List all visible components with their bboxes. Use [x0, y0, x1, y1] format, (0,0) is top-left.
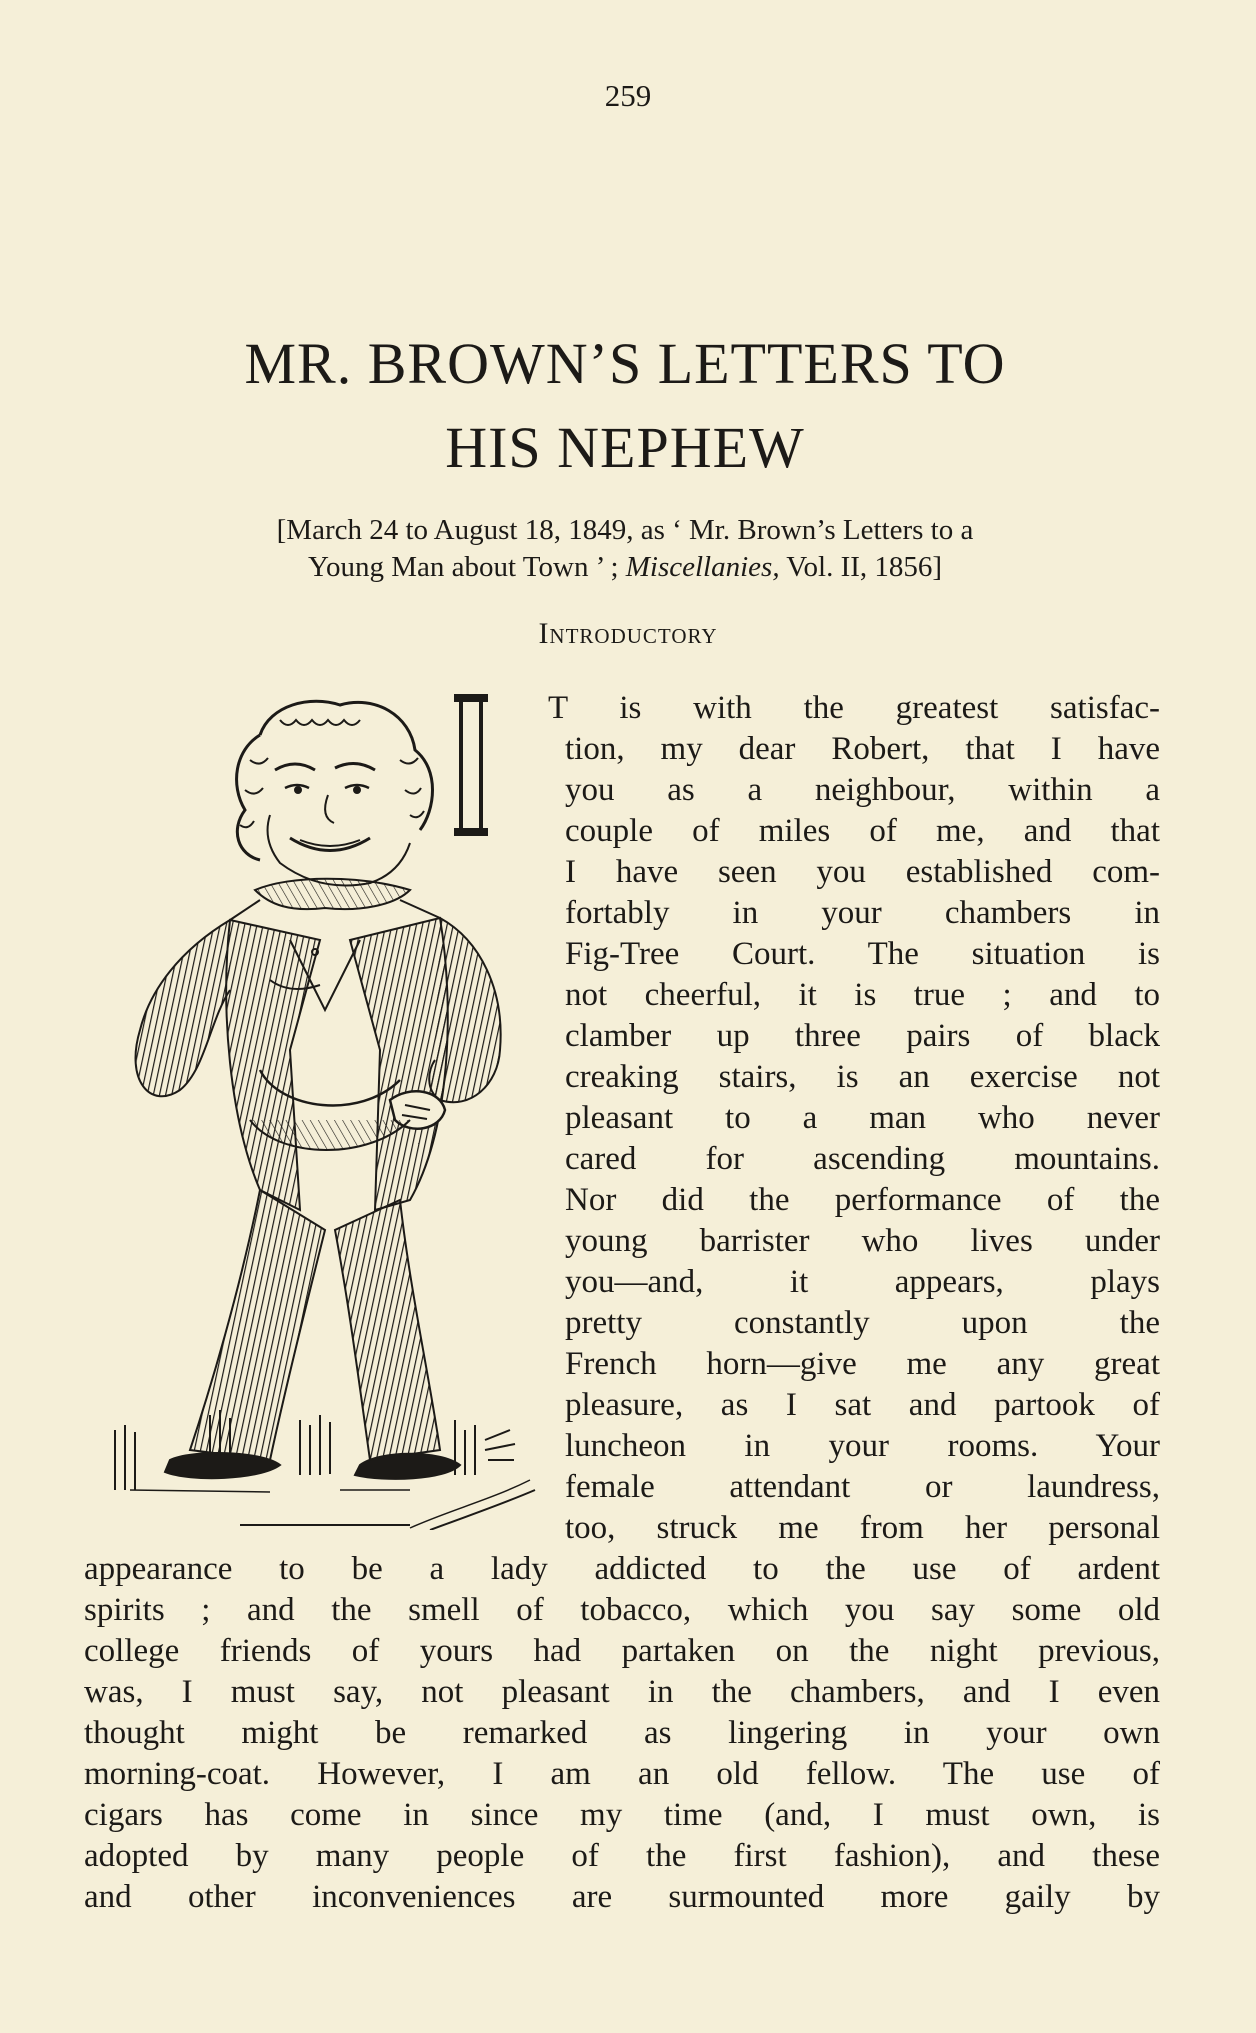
text-line: cared for ascending mountains.	[565, 1141, 1160, 1177]
text-line: creaking stairs, is an exercise not	[565, 1059, 1160, 1095]
text-line: and other inconveniences are surmounted more gaily by	[84, 1879, 1160, 1915]
text-line: not cheerful, it is true ; and to	[565, 977, 1160, 1013]
text-line: pleasure, as I sat and partook of	[565, 1387, 1160, 1423]
text-line: luncheon in your rooms. Your	[565, 1428, 1160, 1464]
text-line: tion, my dear Robert, that I have	[565, 731, 1160, 767]
text-line: Fig-Tree Court. The situation is	[565, 936, 1160, 972]
text-line: you as a neighbour, within a	[565, 772, 1160, 808]
text-line: young barrister who lives under	[565, 1223, 1160, 1259]
text-line: morning-coat. However, I am an old fellow. The use of	[84, 1756, 1160, 1792]
title-line-1: MR. BROWN’S LETTERS TO	[244, 331, 1006, 396]
source-note-end: Vol. II, 1856]	[779, 551, 943, 583]
text-line: Nor did the performance of the	[565, 1182, 1160, 1218]
source-note	[90, 512, 1160, 586]
text-line: thought might be remarked as lingering in your own	[84, 1715, 1160, 1751]
text-line: female attendant or laundress,	[565, 1469, 1160, 1505]
source-note-italic: Miscellanies,	[625, 551, 780, 583]
drop-cap	[459, 696, 483, 834]
text-line: college friends of yours had partaken on the night previous,	[84, 1633, 1160, 1669]
page-number: 259	[604, 78, 652, 113]
text-line: pleasant to a man who never	[565, 1100, 1160, 1136]
source-note-line-2	[90, 549, 1160, 586]
text-line: T is with the greatest satisfac-	[548, 690, 1160, 726]
text-line: was, I must say, not pleasant in the chambers, and I even	[84, 1674, 1160, 1710]
source-note-text: Young Man about Town ’ ;	[307, 551, 626, 583]
text-line: spirits ; and the smell of tobacco, which you say some old	[84, 1592, 1160, 1628]
text-line: cigars has come in since my time (and, I must own, is	[84, 1797, 1160, 1833]
section-heading: Introductory	[538, 617, 718, 650]
text-line: I have seen you established com-	[565, 854, 1160, 890]
source-note-line-1: [March 24 to August 18, 1849, as ‘ Mr. Brown’s Letters to a	[276, 514, 974, 546]
text-line: appearance to be a lady addicted to the use of ardent	[84, 1551, 1160, 1587]
text-line: French horn—give me any great	[565, 1346, 1160, 1382]
text-line: couple of miles of me, and that	[565, 813, 1160, 849]
text-line: you—and, it appears, plays	[565, 1264, 1160, 1300]
title-line-2: HIS NEPHEW	[445, 415, 805, 480]
text-line: fortably in your chambers in	[565, 895, 1160, 931]
page-title	[60, 322, 1190, 490]
text-line: pretty constantly upon the	[565, 1305, 1160, 1341]
text-line: adopted by many people of the first fashion), and these	[84, 1838, 1160, 1874]
text-line: clamber up three pairs of black	[565, 1018, 1160, 1054]
text-line: too, struck me from her personal	[565, 1510, 1160, 1546]
